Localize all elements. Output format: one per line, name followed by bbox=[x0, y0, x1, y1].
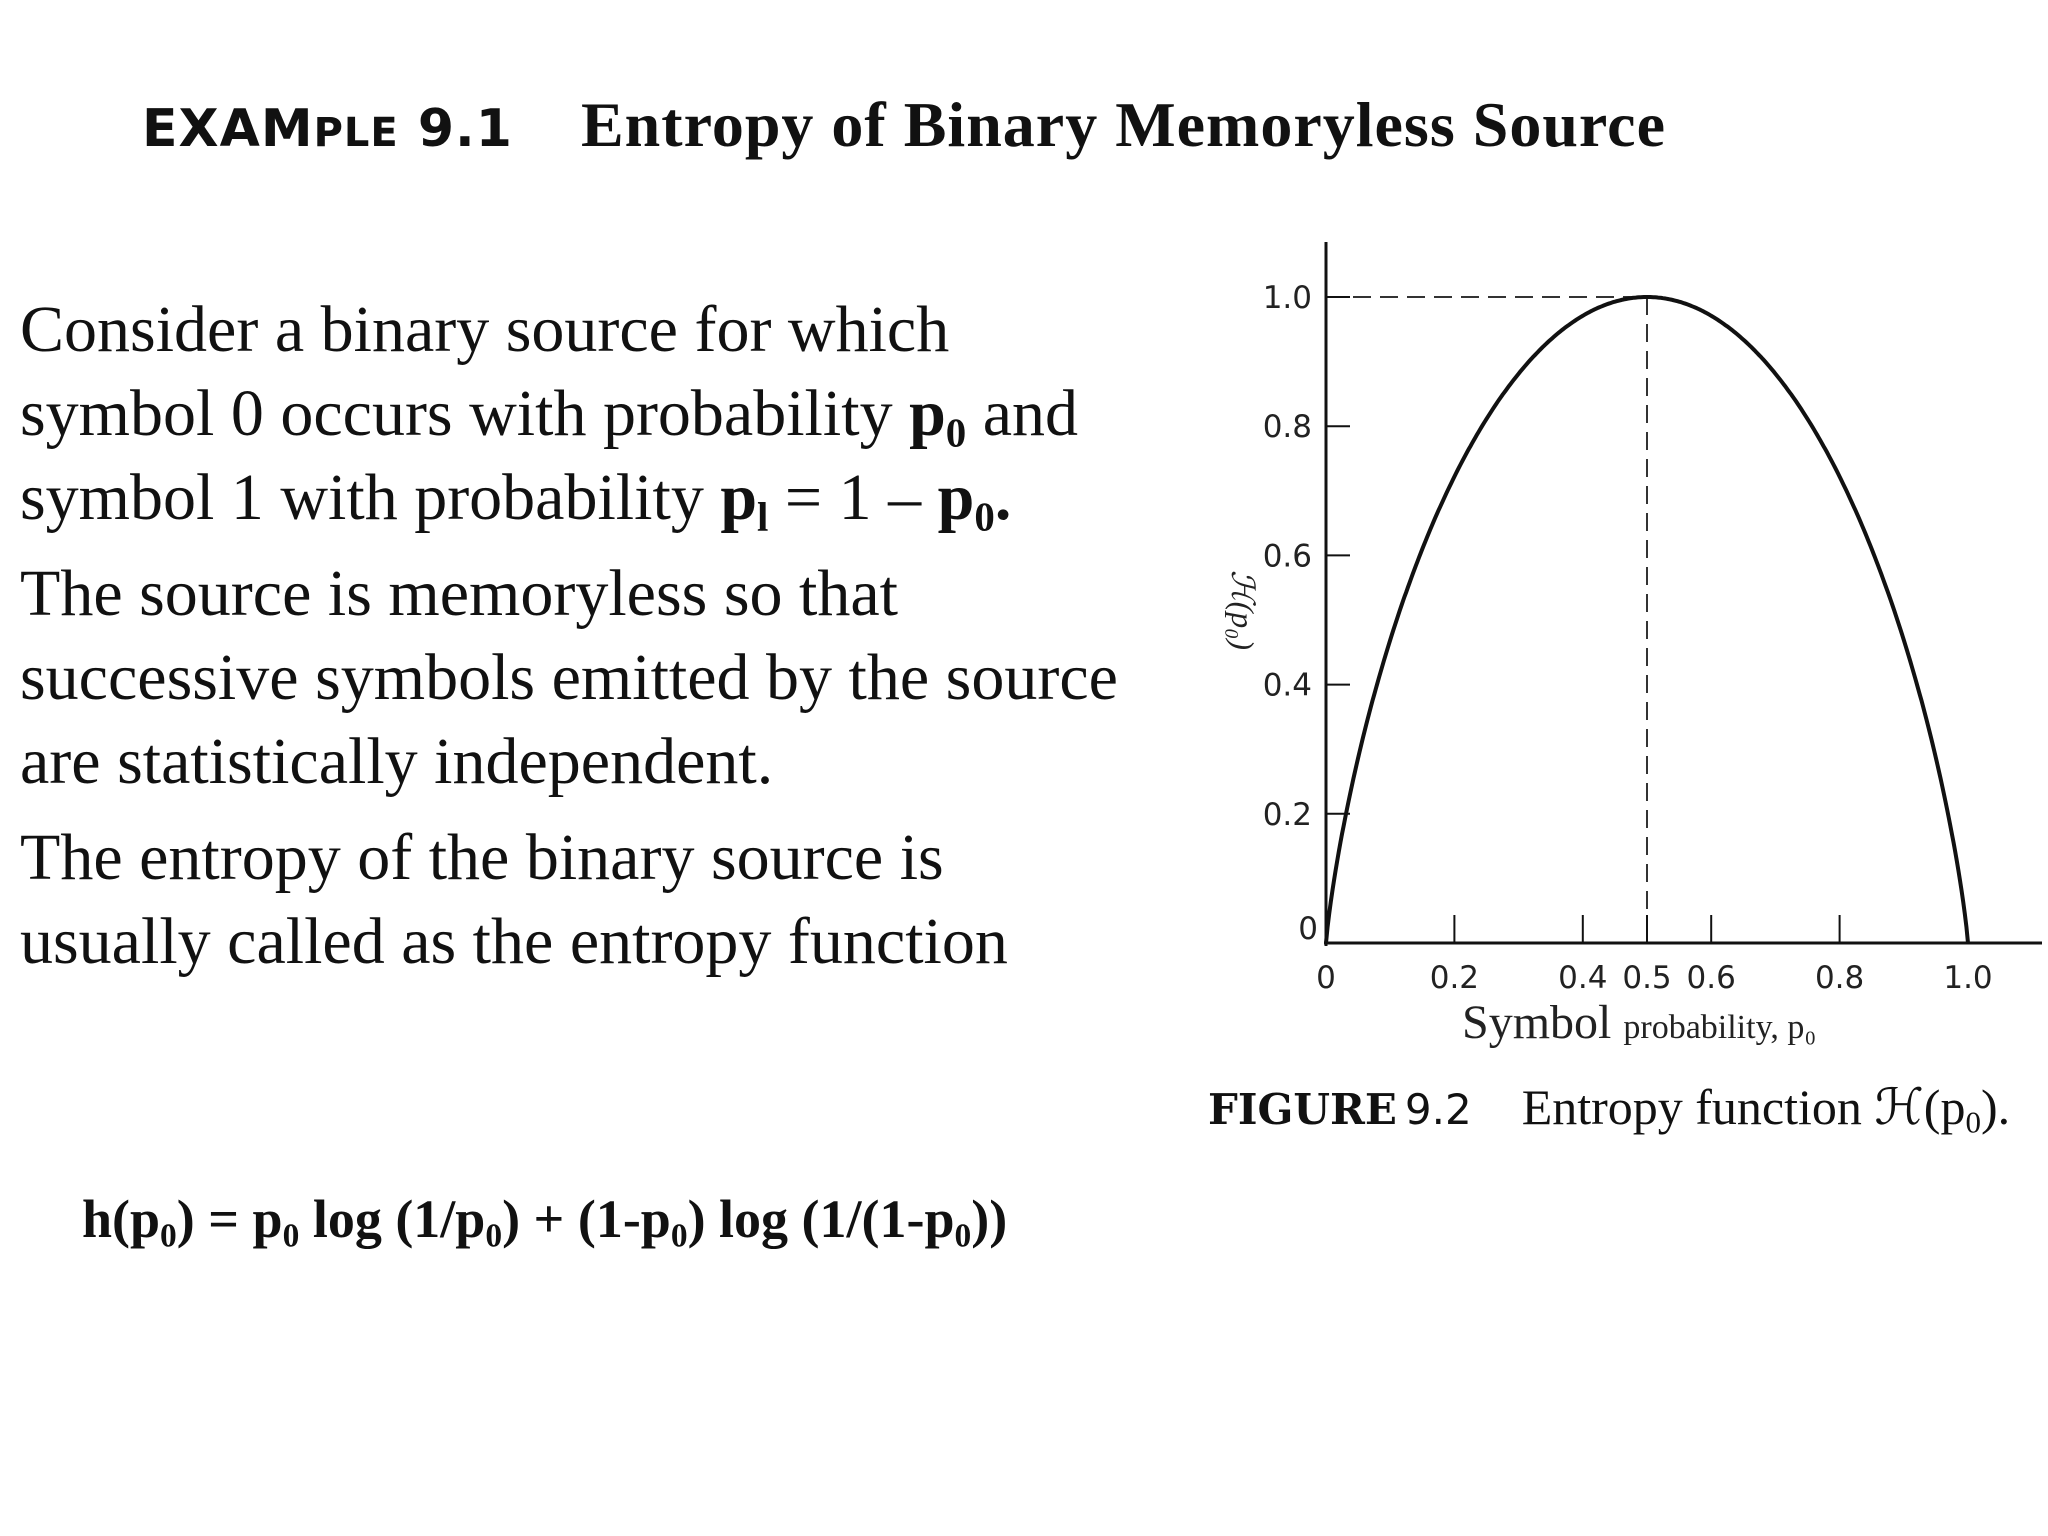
entropy-data-point bbox=[1775, 373, 1777, 375]
entropy-data-point bbox=[1807, 418, 1809, 420]
example-title: Entropy of Binary Memoryless Source bbox=[580, 89, 1666, 160]
entropy-data-point bbox=[1338, 851, 1340, 853]
entropy-data-point bbox=[1454, 476, 1456, 478]
entropy-formula: $h(p_0) = p_0$ $\log (1/p_0) + (1-p_0)$ $\log (1/(1-p_0))$ bbox=[82, 1189, 1008, 1255]
figure-caption-text: Entropy function $ℋ(p_0)$. bbox=[1521, 1079, 2011, 1140]
example-label: EXAMPLE 9.1 bbox=[142, 99, 513, 159]
entropy-data-point bbox=[1743, 339, 1745, 341]
y-axis-label: ℋ(p₀) bbox=[1225, 569, 1261, 651]
entropy-data-point bbox=[1961, 890, 1963, 892]
entropy-data-point bbox=[1903, 639, 1905, 641]
entropy-data-point bbox=[1550, 339, 1552, 341]
chart-ticks bbox=[1263, 280, 1993, 996]
entropy-data-point bbox=[1332, 890, 1334, 892]
y-tick-label: 0 bbox=[1298, 911, 1318, 947]
entropy-data-point bbox=[1871, 548, 1873, 550]
x-tick-label: 1.0 bbox=[1943, 960, 1993, 996]
entropy-data-point bbox=[1422, 548, 1424, 550]
chart-axes bbox=[1324, 242, 2042, 946]
y-tick-label: 1.0 bbox=[1262, 280, 1312, 316]
entropy-data-point bbox=[1646, 296, 1648, 298]
entropy-data-point bbox=[1518, 373, 1520, 375]
paragraph-binary-source: Consider a binary source for which symbol 0 occurs with probability $p_0$ and symbol 1 with probability $p_l = 1 - p_0$. bbox=[20, 293, 1079, 540]
x-tick-label: 0 bbox=[1316, 960, 1336, 996]
entropy-data-point bbox=[1954, 851, 1956, 853]
figure-caption bbox=[1208, 1078, 2011, 1140]
x-tick-label: 0.4 bbox=[1558, 960, 1608, 996]
chart-reference-lines bbox=[1326, 297, 1647, 943]
x-tick-label: 0.5 bbox=[1622, 960, 1672, 996]
x-tick-label: 0.6 bbox=[1686, 960, 1736, 996]
figure-label: FIGURE bbox=[1208, 1085, 1397, 1134]
entropy-data-point bbox=[1839, 476, 1841, 478]
y-tick-label: 0.8 bbox=[1262, 409, 1312, 446]
entropy-data-point bbox=[1710, 315, 1712, 317]
x-tick-label: 0.2 bbox=[1429, 960, 1480, 996]
entropy-data-point bbox=[1935, 757, 1937, 759]
entropy-data-point bbox=[1389, 639, 1391, 641]
entropy-data-point bbox=[1357, 757, 1359, 759]
entropy-data-point bbox=[1967, 942, 1969, 944]
figure-number: 9.2 bbox=[1404, 1085, 1472, 1134]
y-tick-label: 0.2 bbox=[1262, 796, 1312, 833]
x-tick-label: 0.8 bbox=[1814, 960, 1865, 996]
entropy-data-point bbox=[1614, 301, 1616, 303]
y-tick-label: 0.4 bbox=[1262, 667, 1312, 704]
entropy-data-point bbox=[1678, 301, 1680, 303]
x-axis-label: Symbol probability, p₀ bbox=[1462, 996, 1817, 1049]
entropy-data-point bbox=[1582, 315, 1584, 317]
paragraph-memoryless: The source is memoryless so that successive symbols emitted by the source are statistically independent. bbox=[20, 557, 1118, 798]
entropy-data-point bbox=[1325, 942, 1327, 944]
paragraph-entropy-function: The entropy of the binary source is usually called as the entropy function bbox=[20, 821, 1008, 978]
entropy-data-point bbox=[1486, 418, 1488, 420]
y-tick-label: 0.6 bbox=[1262, 538, 1312, 575]
